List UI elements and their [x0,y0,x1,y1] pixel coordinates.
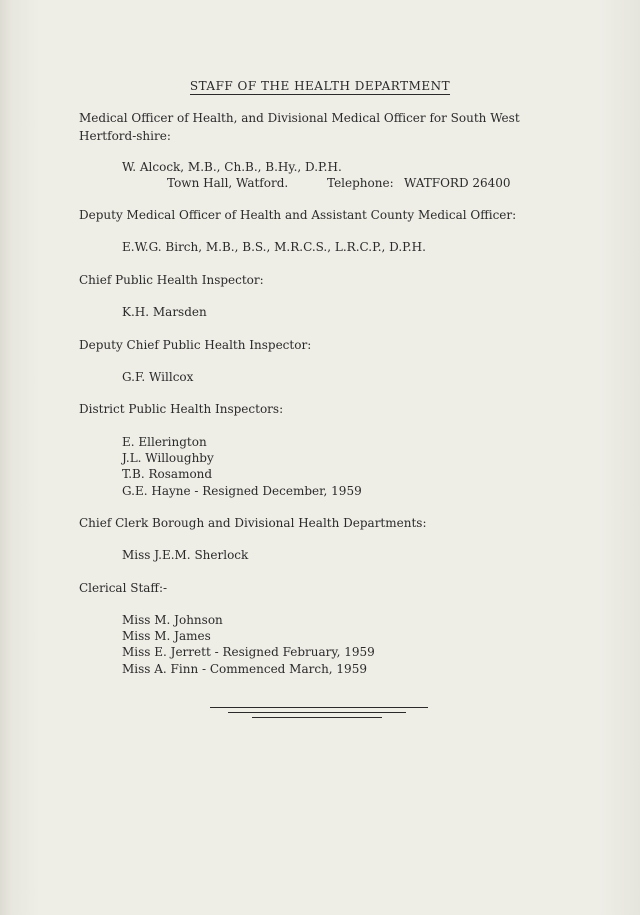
chief-clerk-heading: Chief Clerk Borough and Divisional Health Departments: [79,516,427,530]
clerical-item: Miss M. James [122,629,211,643]
closing-rule-bottom [252,717,382,718]
chief-phi-heading: Chief Public Health Inspector: [79,273,264,287]
moh-telephone-number: WATFORD 26400 [404,176,511,190]
district-phi-item: T.B. Rosamond [122,467,213,481]
moh-heading: Medical Officer of Health, and Divisional Medical Officer for South West Hertford-shire: [79,111,520,143]
page-title [0,79,640,93]
closing-rule-top [210,707,428,708]
district-phi-item: E. Ellerington [122,435,207,449]
district-phi-item: J.L. Willoughby [122,451,214,465]
deputy-moh-name: E.W.G. Birch, M.B., B.S., M.R.C.S., L.R.C.P., D.P.H. [122,240,426,254]
moh-name: W. Alcock, M.B., Ch.B., B.Hy., D.P.H. [122,160,342,174]
chief-phi-name: K.H. Marsden [122,305,207,319]
clerical-item: Miss E. Jerrett - Resigned February, 1959 [122,645,375,659]
chief-clerk-name: Miss J.E.M. Sherlock [122,548,249,562]
moh-telephone-label: Telephone: [327,176,394,190]
clerical-item: Miss A. Finn - Commenced March, 1959 [122,662,367,676]
district-phi-heading: District Public Health Inspectors: [79,402,284,416]
clerical-item: Miss M. Johnson [122,613,223,627]
clerical-heading: Clerical Staff:- [79,581,168,595]
closing-rule-middle [228,712,406,713]
page-title-text: STAFF OF THE HEALTH DEPARTMENT [189,79,451,93]
deputy-chief-phi-heading: Deputy Chief Public Health Inspector: [79,338,312,352]
deputy-moh-heading: Deputy Medical Officer of Health and Assistant County Medical Officer: [79,208,517,222]
moh-address: Town Hall, Watford. [167,176,289,190]
deputy-chief-phi-name: G.F. Willcox [122,370,194,384]
district-phi-item: G.E. Hayne - Resigned December, 1959 [122,484,362,498]
